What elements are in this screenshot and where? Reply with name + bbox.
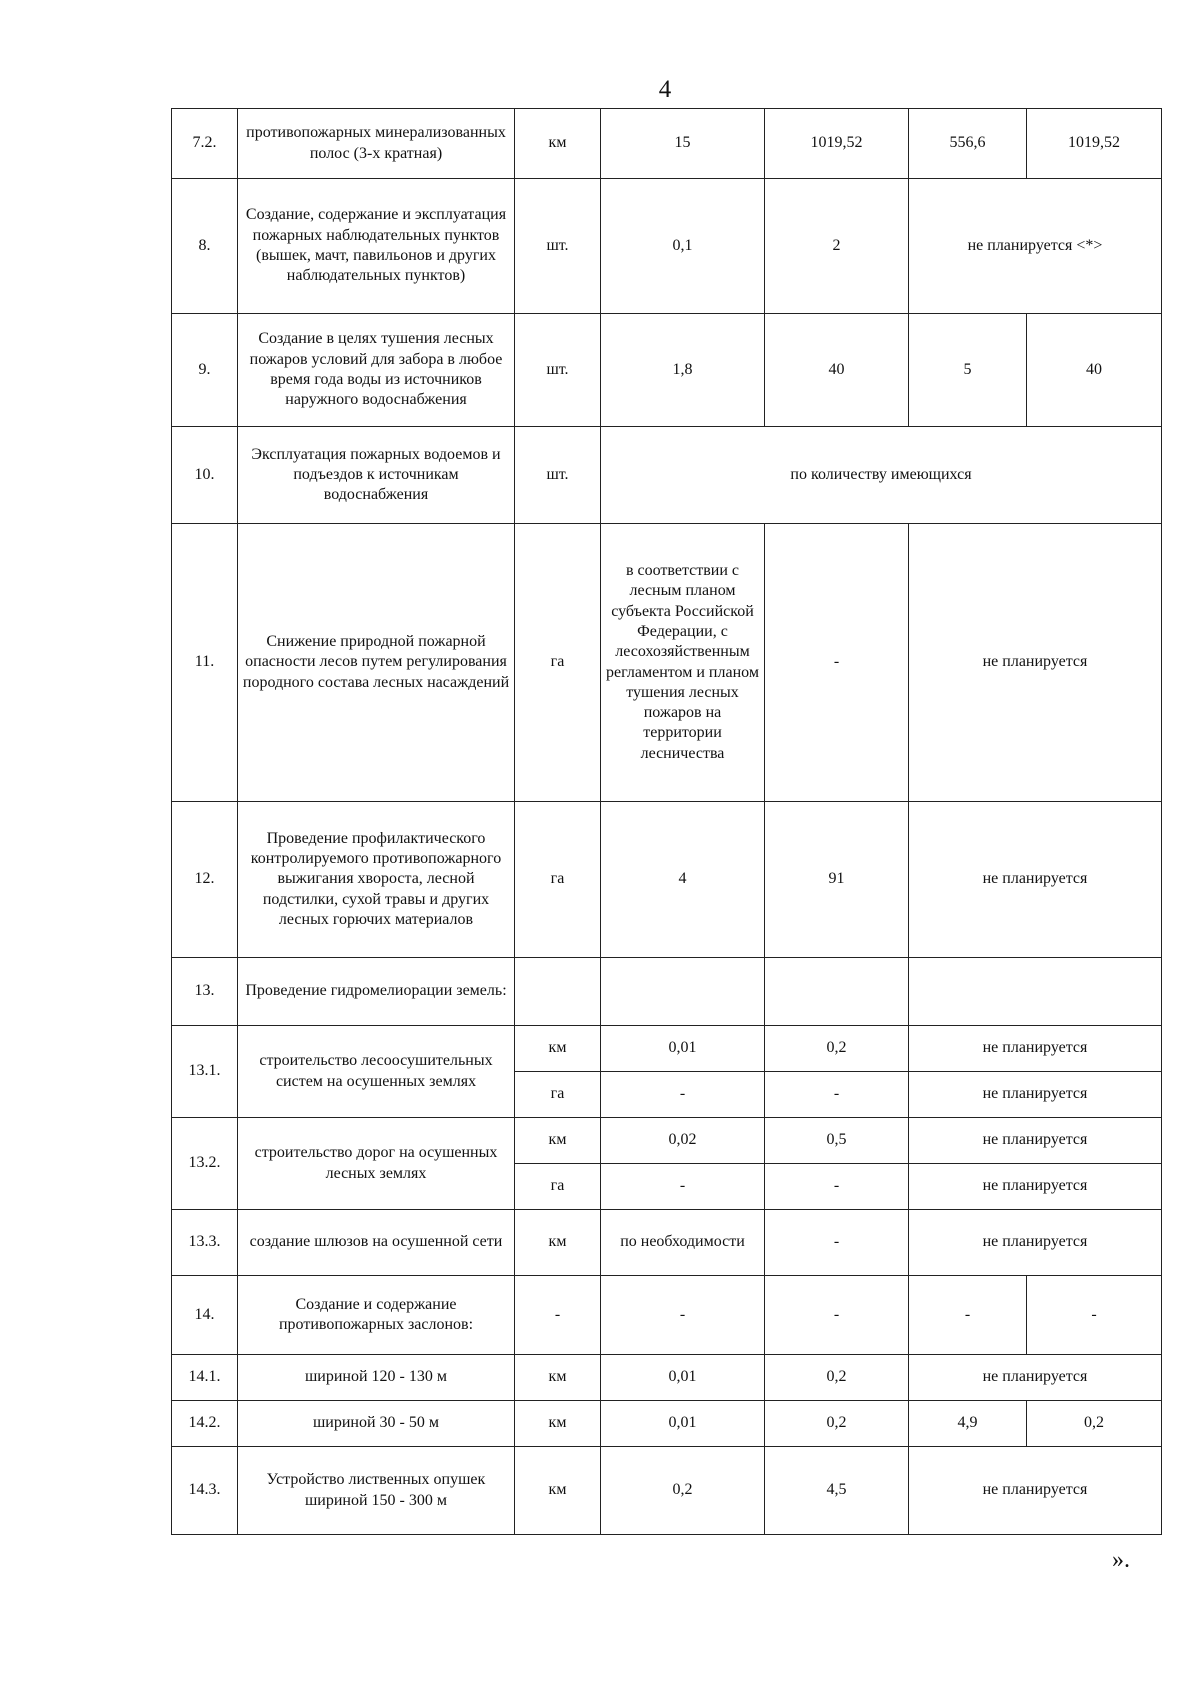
- measure-name: противопожарных минерализованных полос (3-х кратная): [238, 109, 515, 179]
- value-cell: 0,01: [601, 1355, 765, 1401]
- table-row: [172, 1401, 1162, 1447]
- row-number: 14.3.: [172, 1447, 238, 1535]
- measure-name: Создание, содержание и эксплуатация пожарных наблюдательных пунктов (вышек, мачт, павильонов и других наблюдательных пунктов): [238, 179, 515, 314]
- empty-cell: [765, 958, 909, 1026]
- table-row: [172, 1276, 1162, 1355]
- unit-cell: шт.: [515, 314, 601, 427]
- value-cell: -: [765, 1072, 909, 1118]
- row-number: 13.: [172, 958, 238, 1026]
- value-cell: -: [765, 1210, 909, 1276]
- unit-cell: га: [515, 524, 601, 802]
- merged-status-cell: не планируется: [909, 1355, 1162, 1401]
- value-cell: 40: [765, 314, 909, 427]
- row-number: 7.2.: [172, 109, 238, 179]
- unit-cell: шт.: [515, 179, 601, 314]
- merged-status-cell: не планируется: [909, 1164, 1162, 1210]
- value-cell: 0,2: [1027, 1401, 1162, 1447]
- value-cell: -: [765, 1276, 909, 1355]
- table-row: [172, 1210, 1162, 1276]
- merged-status-cell: не планируется: [909, 1026, 1162, 1072]
- measure-name: Создание в целях тушения лесных пожаров условий для забора в любое время года воды из источников наружного водоснабжения: [238, 314, 515, 427]
- row-number: 13.3.: [172, 1210, 238, 1276]
- unit-cell: км: [515, 1401, 601, 1447]
- closing-quote: ».: [1112, 1547, 1130, 1573]
- merged-status-cell: не планируется: [909, 1447, 1162, 1535]
- unit-cell: -: [515, 1276, 601, 1355]
- value-cell: 91: [765, 802, 909, 958]
- table-row: [172, 1355, 1162, 1401]
- value-cell: 4,5: [765, 1447, 909, 1535]
- row-number: 9.: [172, 314, 238, 427]
- table-row: [172, 1447, 1162, 1535]
- table-row: [172, 958, 1162, 1026]
- table-row: [172, 179, 1162, 314]
- measure-name: Создание и содержание противопожарных заслонов:: [238, 1276, 515, 1355]
- unit-cell: га: [515, 1072, 601, 1118]
- row-number: 11.: [172, 524, 238, 802]
- measure-name: Проведение профилактического контролируемого противопожарного выжигания хвороста, лесной подстилки, сухой травы и других лесных горючих материалов: [238, 802, 515, 958]
- table-row: [172, 1118, 1162, 1164]
- unit-cell: км: [515, 1026, 601, 1072]
- unit-cell: км: [515, 1118, 601, 1164]
- value-cell: -: [909, 1276, 1027, 1355]
- empty-cell: [601, 958, 765, 1026]
- value-cell: -: [1027, 1276, 1162, 1355]
- unit-cell: га: [515, 1164, 601, 1210]
- value-cell: 0,1: [601, 179, 765, 314]
- value-cell: по необходимости: [601, 1210, 765, 1276]
- measure-name: строительство дорог на осушенных лесных землях: [238, 1118, 515, 1210]
- merged-status-cell: не планируется: [909, 524, 1162, 802]
- unit-cell: км: [515, 1355, 601, 1401]
- value-cell: 0,2: [765, 1401, 909, 1447]
- merged-status-cell: не планируется: [909, 802, 1162, 958]
- value-cell: 0,02: [601, 1118, 765, 1164]
- row-number: 14.: [172, 1276, 238, 1355]
- table-row: [172, 1026, 1162, 1072]
- value-cell: -: [765, 1164, 909, 1210]
- value-cell: 0,5: [765, 1118, 909, 1164]
- table-row: [172, 524, 1162, 802]
- value-cell: 4,9: [909, 1401, 1027, 1447]
- merged-status-cell: не планируется: [909, 1118, 1162, 1164]
- empty-cell: [515, 958, 601, 1026]
- row-number: 13.1.: [172, 1026, 238, 1118]
- measure-name: шириной 120 - 130 м: [238, 1355, 515, 1401]
- value-cell: 556,6: [909, 109, 1027, 179]
- unit-cell: км: [515, 1210, 601, 1276]
- value-cell: 1,8: [601, 314, 765, 427]
- unit-cell: га: [515, 802, 601, 958]
- value-cell: 5: [909, 314, 1027, 427]
- measure-name: Эксплуатация пожарных водоемов и подъездов к источникам водоснабжения: [238, 427, 515, 524]
- row-number: 12.: [172, 802, 238, 958]
- value-cell: 15: [601, 109, 765, 179]
- value-cell: 0,2: [765, 1026, 909, 1072]
- value-cell: -: [601, 1164, 765, 1210]
- row-number: 8.: [172, 179, 238, 314]
- unit-cell: км: [515, 109, 601, 179]
- unit-cell: шт.: [515, 427, 601, 524]
- value-cell: 40: [1027, 314, 1162, 427]
- empty-cell: [909, 958, 1162, 1026]
- table-row: [172, 427, 1162, 524]
- page-number: 4: [658, 76, 672, 103]
- measures-table: [171, 108, 1162, 1535]
- merged-status-cell: не планируется: [909, 1072, 1162, 1118]
- row-number: 10.: [172, 427, 238, 524]
- merged-status-cell: по количеству имеющихся: [601, 427, 1162, 524]
- value-cell: 1019,52: [1027, 109, 1162, 179]
- unit-cell: км: [515, 1447, 601, 1535]
- measure-name: строительство лесоосушительных систем на осушенных землях: [238, 1026, 515, 1118]
- table-row: [172, 314, 1162, 427]
- value-cell: -: [765, 524, 909, 802]
- measure-name: Устройство лиственных опушек шириной 150 - 300 м: [238, 1447, 515, 1535]
- value-cell: 2: [765, 179, 909, 314]
- value-cell: 0,01: [601, 1026, 765, 1072]
- row-number: 13.2.: [172, 1118, 238, 1210]
- value-cell: -: [601, 1072, 765, 1118]
- value-cell: 0,2: [601, 1447, 765, 1535]
- table-row: [172, 109, 1162, 179]
- value-cell: в соответствии с лесным планом субъекта Российской Федерации, с лесохозяйственным регламентом и планом тушения лесных пожаров на территории лесничества: [601, 524, 765, 802]
- measure-name: шириной 30 - 50 м: [238, 1401, 515, 1447]
- measure-name: Проведение гидромелиорации земель:: [238, 958, 515, 1026]
- value-cell: 4: [601, 802, 765, 958]
- measure-name: Снижение природной пожарной опасности лесов путем регулирования породного состава лесных насаждений: [238, 524, 515, 802]
- measure-name: создание шлюзов на осушенной сети: [238, 1210, 515, 1276]
- row-number: 14.2.: [172, 1401, 238, 1447]
- row-number: 14.1.: [172, 1355, 238, 1401]
- merged-status-cell: не планируется <*>: [909, 179, 1162, 314]
- value-cell: 1019,52: [765, 109, 909, 179]
- table-row: [172, 802, 1162, 958]
- value-cell: 0,01: [601, 1401, 765, 1447]
- merged-status-cell: не планируется: [909, 1210, 1162, 1276]
- value-cell: -: [601, 1276, 765, 1355]
- value-cell: 0,2: [765, 1355, 909, 1401]
